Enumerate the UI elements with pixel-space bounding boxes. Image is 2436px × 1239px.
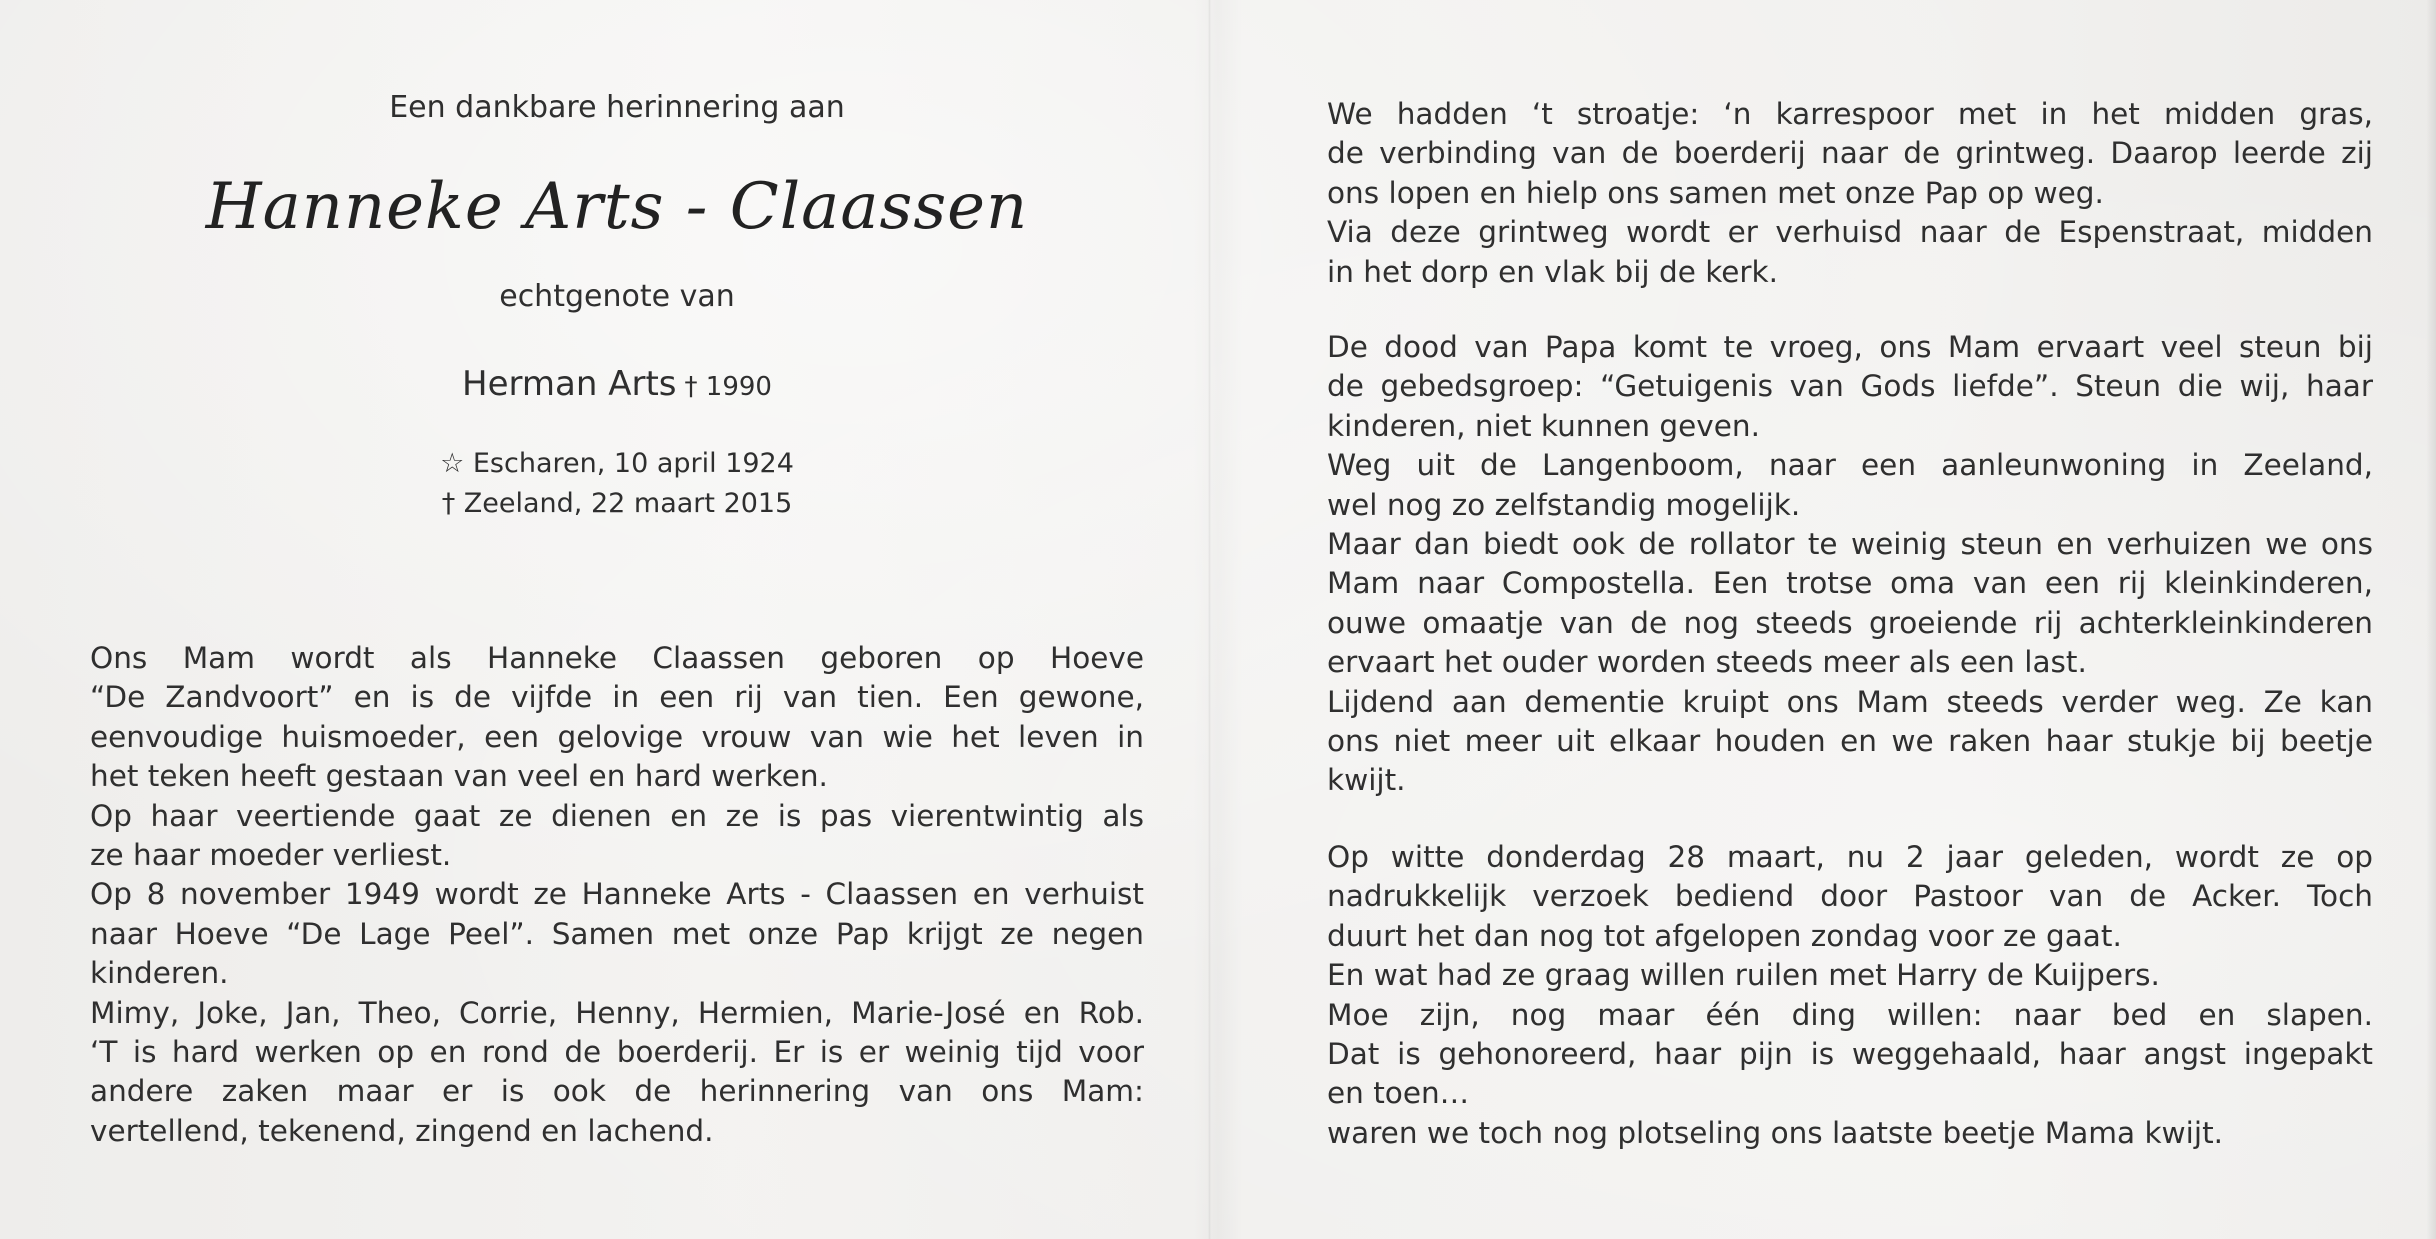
- card-edge-shadow: [2426, 0, 2436, 1239]
- text-line: het teken heeft gestaan van veel en hard werken.: [90, 759, 828, 794]
- text-line: ervaart het ouder worden steeds meer als een last.: [1327, 645, 2087, 680]
- text-line: en toen…: [1327, 1076, 1470, 1111]
- text-line: naar Hoeve “De Lage Peel”. Samen met onze Pap krijgt ze negen: [90, 916, 1144, 951]
- text-line: Via deze grintweg wordt er verhuisd naar de Espenstraat, midden: [1327, 215, 2373, 250]
- text-line: de gebedsgroep: “Getuigenis van Gods liefde”. Steun die wij, haar: [1327, 369, 2373, 404]
- card-fold: [1208, 0, 1211, 1239]
- text-line: Op 8 november 1949 wordt ze Hanneke Arts - Claassen en verhuist: [90, 877, 1144, 912]
- text-line: ouwe omaatje van de nog steeds groeiende rij achterkleinkinderen: [1327, 605, 2373, 640]
- intro-text: Een dankbare herinnering aan: [389, 90, 845, 125]
- paragraph-stroatje: [1327, 95, 2373, 292]
- text-line: Lijdend aan dementie kruipt ons Mam steeds verder weg. Ze kan: [1327, 684, 2373, 719]
- text-line: Mam naar Compostella. Een trotse oma van een rij kleinkinderen,: [1327, 566, 2373, 601]
- text-line: kwijt.: [1327, 763, 1406, 798]
- text-line: De dood van Papa komt te vroeg, ons Mam ervaart veel steun bij: [1327, 330, 2373, 364]
- text-line: En wat had ze graag willen ruilen met Harry de Kuijpers.: [1327, 958, 2160, 993]
- text-line: We hadden ‘t stroatje: ‘n karrespoor met in het midden gras,: [1327, 97, 2373, 131]
- life-story-left: [90, 639, 1144, 1151]
- text-line: Op witte donderdag 28 maart, nu 2 jaar geleden, wordt ze op: [1327, 840, 2373, 874]
- deceased-name: Hanneke Arts - Claassen: [205, 170, 1029, 244]
- birth-line: ☆ Escharen, 10 april 1924: [440, 448, 794, 479]
- text-line: ze haar moeder verliest.: [90, 837, 452, 872]
- death-line: † Zeeland, 22 maart 2015: [441, 488, 793, 519]
- text-line: Weg uit de Langenboom, naar een aanleunwoning in Zeeland,: [1327, 448, 2373, 483]
- text-line: vertellend, tekenend, zingend en lachend.: [90, 1113, 714, 1148]
- text-line: nadrukkelijk verzoek bediend door Pastoor van de Acker. Toch: [1327, 879, 2373, 914]
- spouse-line: [90, 362, 1144, 409]
- paragraph-final-days: [1327, 838, 2373, 1153]
- text-line: “De Zandvoort” en is de vijfde in een rij van tien. Een gewone,: [90, 680, 1144, 715]
- text-line: Ons Mam wordt als Hanneke Claassen geboren op Hoeve: [90, 641, 1144, 675]
- text-line: Maar dan biedt ook de rollator te weinig steun en verhuizen we ons: [1327, 526, 2373, 561]
- text-line: kinderen.: [90, 956, 229, 991]
- text-line: in het dorp en vlak bij de kerk.: [1327, 254, 1778, 289]
- text-line: ons lopen en hielp ons samen met onze Pap op weg.: [1327, 175, 2104, 210]
- text-line: waren we toch nog plotseling ons laatste beetje Mama kwijt.: [1327, 1115, 2224, 1150]
- text-line: de verbinding van de boerderij naar de grintweg. Daarop leerde zij: [1327, 136, 2373, 171]
- text-line: Moe zijn, nog maar één ding willen: naar bed en slapen.: [1327, 997, 2373, 1032]
- paragraph-later-years: [1327, 328, 2373, 801]
- text-line: wel nog zo zelfstandig mogelijk.: [1327, 487, 1801, 522]
- text-line: kinderen, niet kunnen geven.: [1327, 408, 1760, 443]
- text-line: Op haar veertiende gaat ze dienen en ze is pas vierentwintig als: [90, 798, 1144, 833]
- text-line: duurt het dan nog tot afgelopen zondag voor ze gaat.: [1327, 918, 2122, 953]
- text-line: andere zaken maar er is ook de herinnering van ons Mam:: [90, 1074, 1144, 1109]
- spouse-label: echtgenote van: [499, 279, 735, 314]
- text-line: ‘T is hard werken op en rond de boerderij. Er is er weinig tijd voor: [90, 1034, 1144, 1069]
- text-line: ons niet meer uit elkaar houden en we raken haar stukje bij beetje: [1327, 723, 2373, 758]
- spouse-name: Herman Arts: [462, 364, 677, 404]
- text-line: Mimy, Joke, Jan, Theo, Corrie, Henny, Hermien, Marie-José en Rob.: [90, 995, 1144, 1030]
- text-line: Dat is gehonoreerd, haar pijn is weggehaald, haar angst ingepakt: [1327, 1036, 2373, 1071]
- spouse-death-year: † 1990: [684, 372, 772, 402]
- text-line: eenvoudige huismoeder, een gelovige vrouw van wie het leven in: [90, 719, 1144, 754]
